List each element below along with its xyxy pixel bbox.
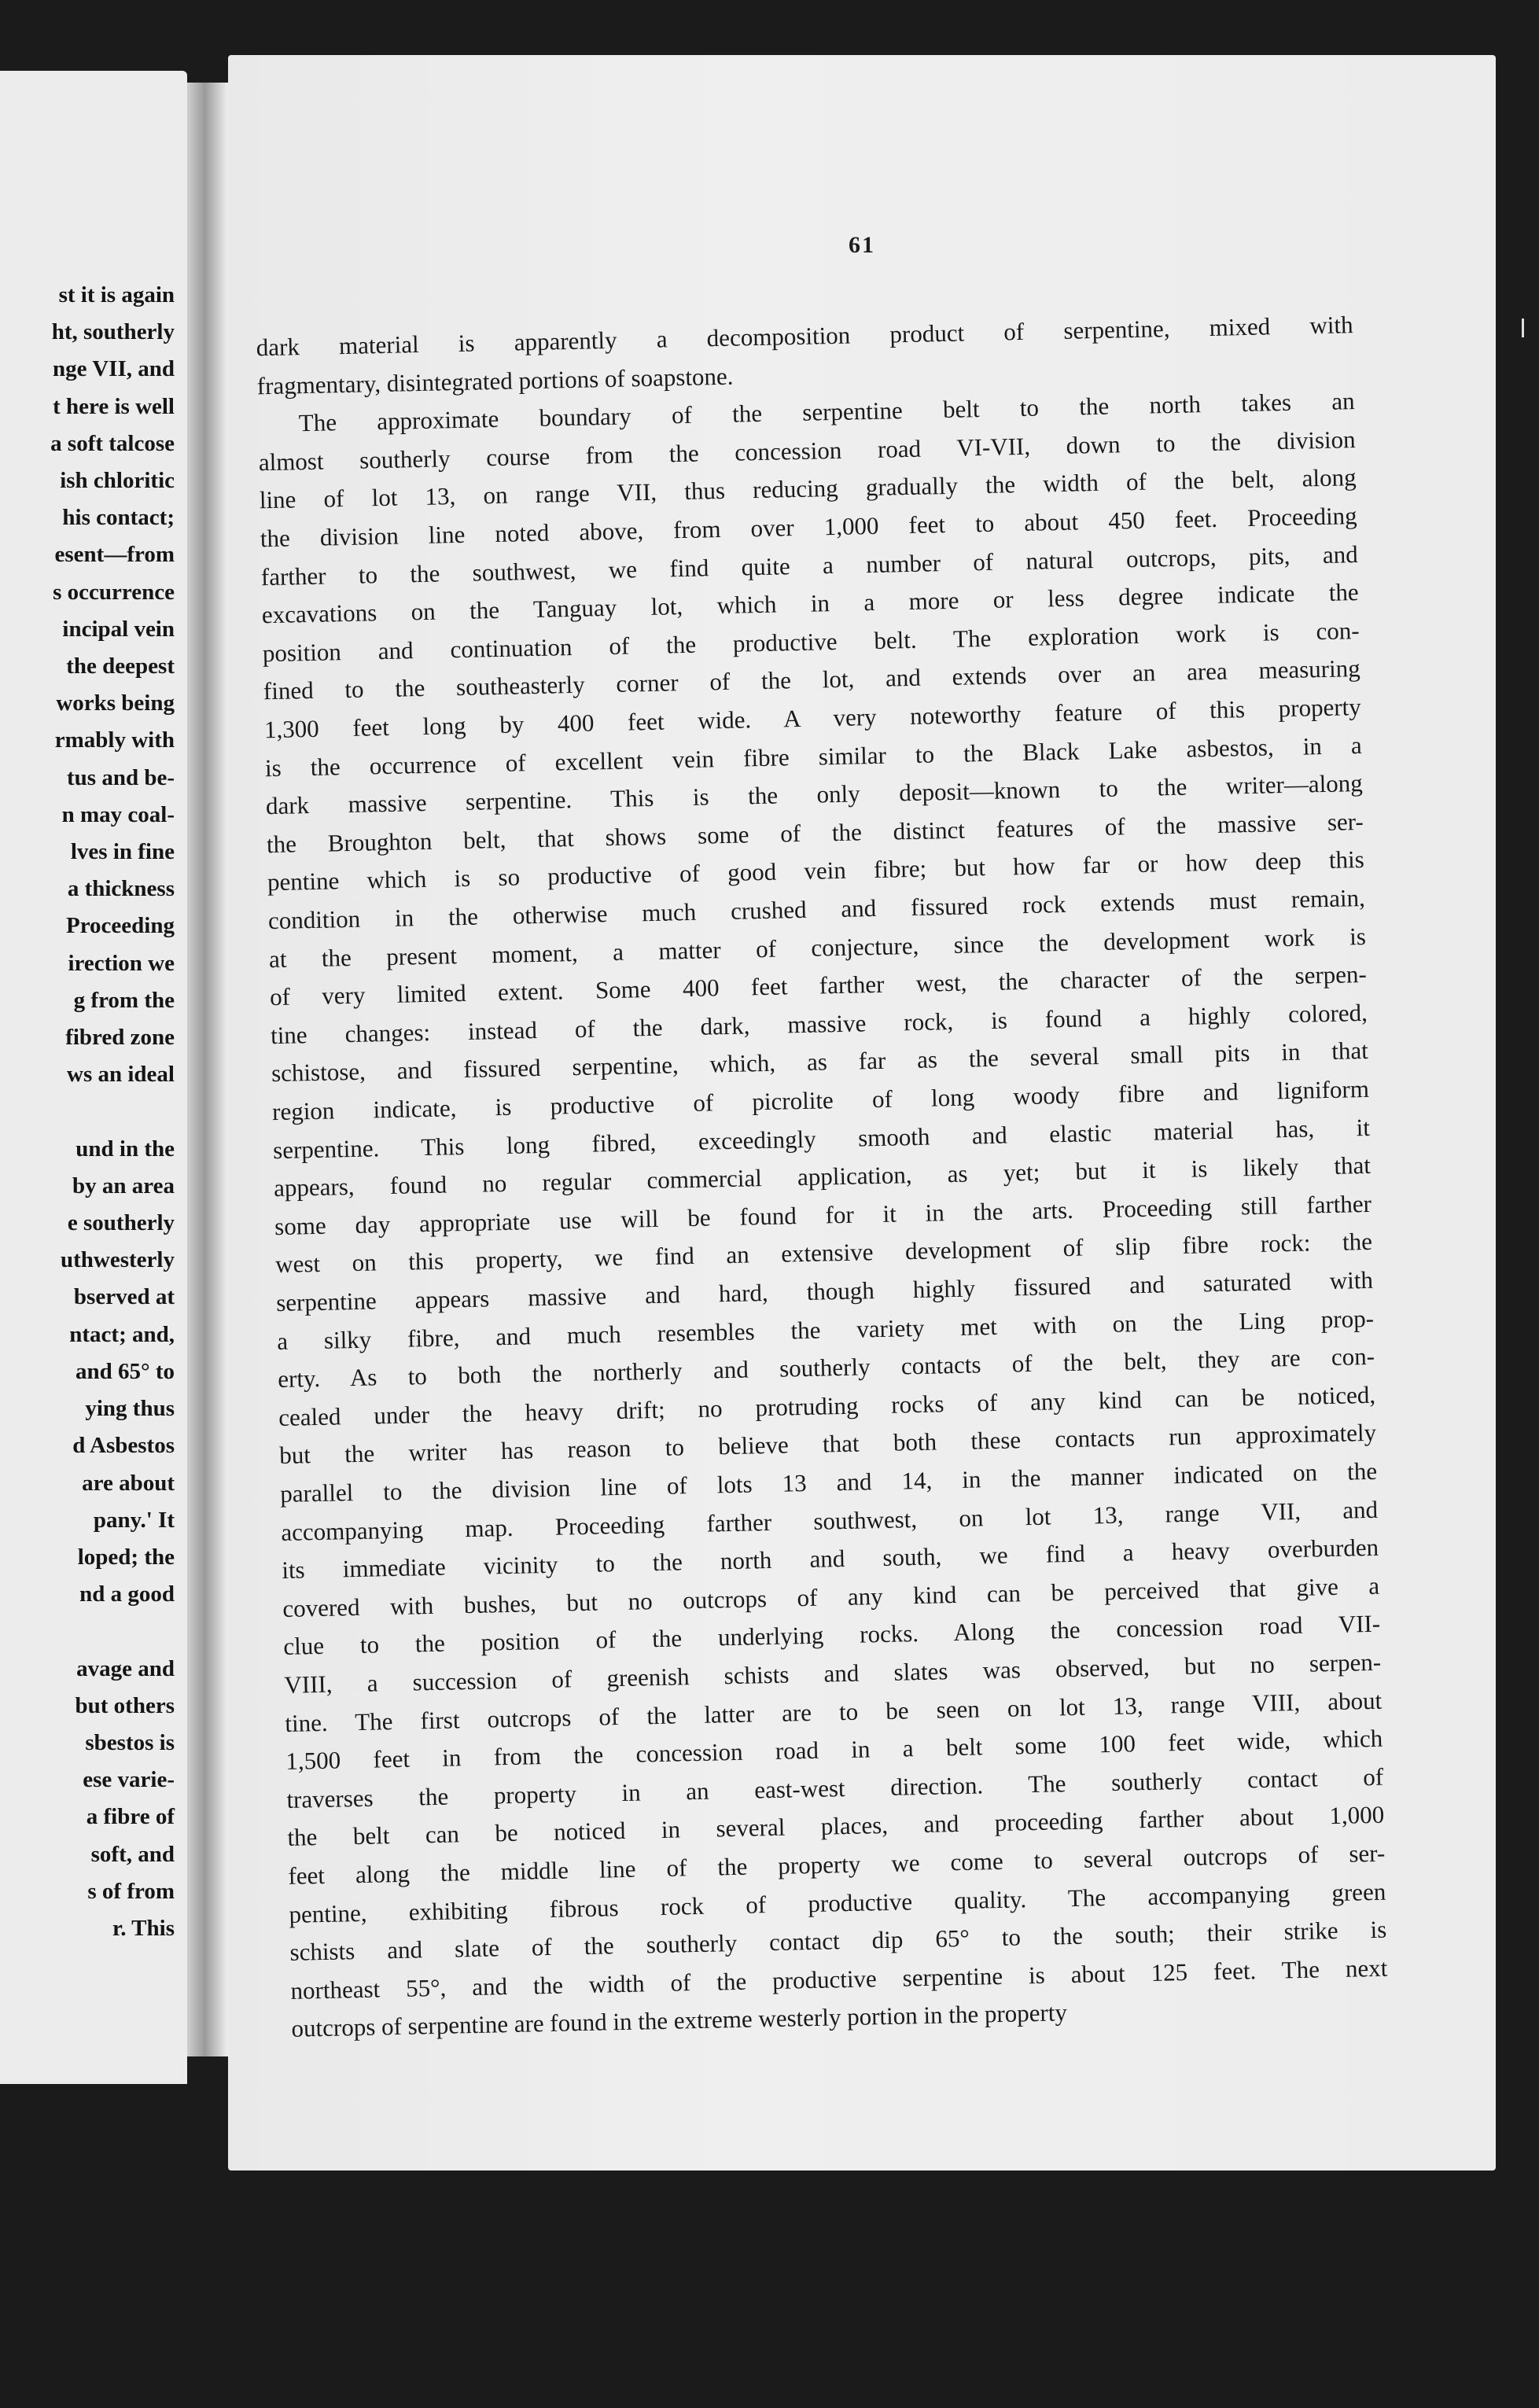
left-page-line: e southerly: [67, 1210, 175, 1236]
body-line: feet along the middle line of the property we come to several outcrops of ser-: [288, 1839, 1386, 1890]
body-line: of very limited extent. Some 400 feet farther west, the character of the serpen-: [269, 960, 1368, 1011]
body-line: pentine which is so productive of good vein fibre; but how far or how deep this: [267, 845, 1365, 897]
body-line: dark massive serpentine. This is the only deposit—known to the writer—along: [265, 769, 1364, 820]
body-line: region indicate, is productive of picrolite of long woody fibre and ligniform: [271, 1074, 1370, 1126]
left-page-line: soft, and: [90, 1841, 175, 1867]
left-page-line: nge VII, and: [53, 356, 175, 382]
left-page-line: a thickness: [67, 876, 175, 902]
left-page-line: ish chloritic: [60, 468, 175, 494]
body-line: pentine, exhibiting fibrous rock of productive quality. The accompanying green: [289, 1877, 1386, 1928]
left-page-line: fibred zone: [65, 1025, 175, 1051]
left-page-line: ws an ideal: [67, 1062, 175, 1088]
left-page-line: st it is again: [58, 282, 175, 307]
left-page-line: rmably with: [54, 727, 175, 753]
body-line: dark material is apparently a decomposition product of serpentine, mixed with: [256, 311, 1353, 362]
body-line: west on this property, we find an extensive development of slip fibre rock: the: [274, 1228, 1373, 1279]
left-page-line: s occurrence: [53, 579, 175, 605]
left-page-line: sbestos is: [85, 1729, 175, 1755]
left-page-line: Proceeding: [66, 913, 175, 939]
left-page-line: ying thus: [85, 1396, 175, 1422]
left-page-line: s of from: [87, 1878, 175, 1904]
left-page-line: and 65° to: [75, 1358, 175, 1384]
body-line: outcrops of serpentine are found in the extreme westerly portion in the property: [291, 1998, 1068, 2043]
left-page-text: [0, 277, 175, 1947]
left-page-line: lves in fine: [70, 839, 175, 865]
left-page-line: a soft talcose: [50, 430, 175, 456]
left-page-line: but others: [75, 1692, 175, 1718]
body-line: position and continuation of the productive belt. The exploration work is con-: [262, 616, 1360, 668]
left-page-line: ht, southerly: [51, 319, 175, 345]
body-line: fined to the southeasterly corner of the lot, and extends over an area measuring: [263, 654, 1361, 705]
left-page-line: irection we: [68, 950, 175, 976]
left-page-line: und in the: [75, 1136, 175, 1162]
body-line: its immediate vicinity to the north and south, we find a heavy overburden: [281, 1533, 1379, 1585]
body-line: erty. As to both the northerly and southerly contacts of the belt, they are con-: [277, 1342, 1375, 1394]
body-line: at the present moment, a matter of conjecture, since the development work is: [268, 922, 1367, 973]
left-page-line: avage and: [76, 1655, 175, 1681]
left-page-line: ese varie-: [83, 1767, 175, 1793]
body-line: appears, found no regular commercial application, as yet; but it is likely that: [273, 1151, 1371, 1202]
body-line: condition in the otherwise much crushed and fissured rock extends must remain,: [267, 883, 1366, 935]
main-page: [228, 55, 1496, 2171]
left-page-line: d Asbestos: [72, 1433, 175, 1459]
body-line: fragmentary, disintegrated portions of soapstone.: [256, 362, 734, 399]
page-number: 61: [849, 232, 875, 258]
left-page-line: a fibre of: [86, 1804, 175, 1830]
left-page-line: uthwesterly: [61, 1247, 175, 1273]
left-page-line: t here is well: [53, 393, 175, 419]
left-page-line: works being: [56, 690, 175, 716]
left-page-line: ntact; and,: [69, 1321, 175, 1347]
body-line: tine changes: instead of the dark, massive rock, is found a highly colored,: [270, 998, 1368, 1049]
body-line: northeast 55°, and the width of the productive serpentine is about 125 feet. The next: [290, 1953, 1388, 2005]
left-page-line: tus and be-: [67, 764, 175, 790]
body-line: traverses the property in an east-west direction. The southerly contact of: [286, 1762, 1384, 1813]
body-line: but the writer has reason to believe that both these contacts run approximately: [278, 1419, 1377, 1470]
left-page-line: incipal vein: [62, 616, 175, 642]
left-page-line: g from the: [73, 987, 175, 1013]
body-line: serpentine. This long fibred, exceedingly smooth and elastic material has, it: [272, 1113, 1371, 1164]
left-page-line: his contact;: [62, 505, 175, 531]
left-page-line: loped; the: [77, 1544, 175, 1570]
body-line: the belt can be noticed in several places, and proceeding farther about 1,000: [287, 1801, 1385, 1852]
left-page-line: bserved at: [73, 1284, 175, 1310]
left-page-line: pany.' It: [93, 1507, 175, 1533]
body-line: excavations on the Tanguay lot, which in a more or less degree indicate the: [261, 578, 1359, 629]
left-page-line: nd a good: [79, 1581, 175, 1607]
body-line: cealed under the heavy drift; no protruding rocks of any kind can be noticed,: [278, 1380, 1376, 1431]
body-line: tine. The first outcrops of the latter are to be seen on lot 13, range VIII, about: [285, 1686, 1383, 1737]
body-line: parallel to the division line of lots 13 and 14, in the manner indicated on the: [279, 1456, 1378, 1508]
body-line: line of lot 13, on range VII, thus reducing gradually the width of the belt, along: [259, 463, 1357, 514]
body-line: VIII, a succession of greenish schists and slates was observed, but no serpen-: [284, 1648, 1382, 1699]
body-line: a silky fibre, and much resembles the variety met with on the Ling prop-: [276, 1304, 1375, 1355]
body-line: 1,300 feet long by 400 feet wide. A very noteworthy feature of this property: [263, 693, 1362, 744]
left-page-line: by an area: [72, 1173, 175, 1198]
body-line: accompanying map. Proceeding farther southwest, on lot 13, range VII, and: [280, 1495, 1379, 1546]
left-page-line: esent—from: [54, 542, 175, 568]
left-page-line: are about: [82, 1470, 175, 1496]
left-page-line: [0, 1613, 175, 1650]
body-line: the division line noted above, from over 1,000 feet to about 450 feet. Proceeding: [260, 502, 1357, 553]
left-page-fragment: [0, 71, 187, 2084]
right-edge-mark: [1522, 318, 1524, 337]
body-line: schists and slate of the southerly contact dip 65° to the south; their strike is: [289, 1915, 1387, 1967]
body-line: The approximate boundary of the serpentine belt to the north takes an: [298, 387, 1355, 437]
body-line: farther to the southwest, we find quite a number of natural outcrops, pits, and: [260, 539, 1358, 591]
body-text: [228, 55, 1496, 2170]
body-line: 1,500 feet in from the concession road in a belt some 100 feet wide, which: [285, 1724, 1383, 1776]
left-page-line: the deepest: [66, 654, 175, 679]
left-page-line: [0, 1093, 175, 1130]
body-line: clue to the position of the underlying rocks. Along the concession road VII-: [283, 1610, 1381, 1661]
body-line: schistose, and fissured serpentine, which, as far as the several small pits in that: [271, 1036, 1369, 1088]
body-line: the Broughton belt, that shows some of the distinct features of the massive ser-: [266, 807, 1364, 858]
left-page-line: n may coal-: [61, 801, 175, 827]
body-line: serpentine appears massive and hard, though highly fissured and saturated with: [275, 1265, 1374, 1317]
body-line: is the occurrence of excellent vein fibre similar to the Black Lake asbestos, in a: [264, 731, 1363, 782]
body-line: covered with bushes, but no outcrops of any kind can be perceived that give a: [282, 1571, 1380, 1622]
left-page-line: r. This: [112, 1915, 175, 1941]
body-line: some day appropriate use will be found for it in the arts. Proceeding still farther: [274, 1189, 1372, 1240]
body-line: almost southerly course from the concession road VI-VII, down to the division: [258, 425, 1356, 477]
